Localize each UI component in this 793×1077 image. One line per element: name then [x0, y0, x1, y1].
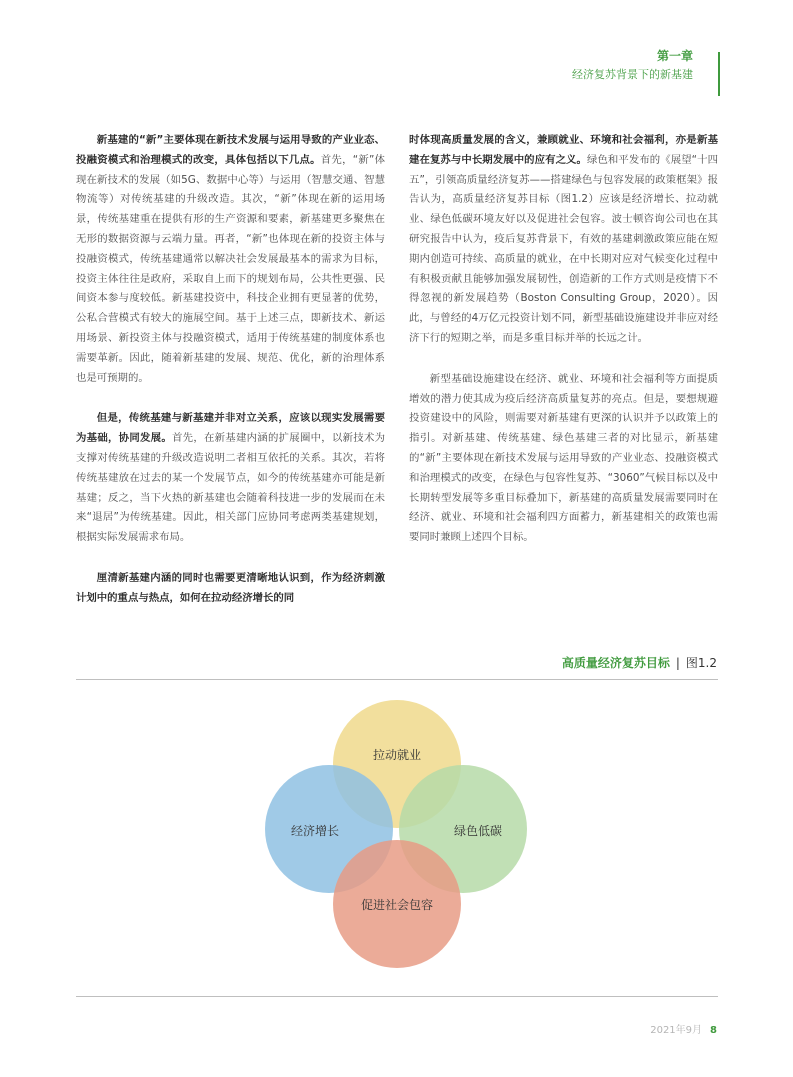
footer-date: 2021年9月	[650, 1025, 703, 1036]
left-paragraph-2	[76, 409, 385, 548]
figure-label: 图1.2	[685, 656, 717, 670]
left-p3-bold: 厘清新基建内涵的同时也需要更清晰地认识到，作为经济刺激计划中的重点与热点，如何在拉动经济增长的同	[76, 571, 385, 604]
left-p1-text: 首先，“新”体现在新技术的发展（如5G、数据中心等）与运用（智慧交通、智慧物流等）对传统基建的升级改造。其次，“新”体现在新的运用场景，传统基建重在提供有形的生产资源和要素，新基建更多聚焦在无形的数据资源与云端力量。再者，“新”也体现在新的投资主体与投融资模式，传统基建通常以解决社会发展最基本的需求为目标，投资主体往往是政府，采取自上而下的规划布局，公共性更强、民间资本参与度较低。新基建投资中，科技企业拥有更显著的优势，公私合营模式有较大的施展空间。基于上述三点，即新技术、新运用场景、新投资主体与投融资模式，适用于传统基建的制度体系也需要革新。因此，随着新基建的发展、规范、优化，新的治理体系也是可预期的。	[76, 153, 386, 384]
right-p1-text: 绿色和平发布的《展望“十四五”，引领高质量经济复苏——搭建绿色与包容发展的政策框架》报告认为，高质量经济复苏目标（图1.2）应该是经济增长、拉动就业、绿色低碳环境友好以及促进社会包容。波士顿咨询公司也在其研究报告中认为，疫后复苏背景下，有效的基建刺激政策应能在短期内创造可持续、高质量的就业，在中长期对应对气候变化过程中有积极贡献且能够加强发展韧性，创造新的工作方式则是疫情下不得忽视的新发展趋势（Boston Consulting Group，2020）。因此，与曾经的4万亿元投资计划不同，新型基础设施建设并非应对经济下行的短期之举，而是多重目标并举的长远之计。	[409, 153, 718, 344]
chapter-subtitle: 经济复苏背景下的新基建	[572, 68, 693, 81]
label-green-low-carbon: 绿色低碳	[453, 824, 503, 838]
left-paragraph-3	[76, 569, 385, 609]
left-p2-bold: 但是，传统基建与新基建并非对立关系，应该以现实发展需要为基础，协同发展。	[76, 412, 385, 445]
venn-diagram	[0, 680, 793, 995]
right-p2-text: 新型基础设施建设在经济、就业、环境和社会福利等方面提质增效的潜力使其成为疫后经济高质量复苏的亮点。但是，要想规避投资建设中的风险，则需要对新基建有更深的认识并予以政策上的指引。对新基建、传统基建、绿色基建三者的对比显示，新基建的“新”主要体现在新技术发展与运用导致的产业业态、投融资模式和治理模式的改变，在绿色与包容性复苏、“3060”气候目标以及中长期转型发展等多重目标叠加下，新基建的高质量发展需要同时在经济、就业、环境和社会福利四方面蓄力，新基建相关的政策也需要同时兼顾上述四个目标。	[409, 372, 718, 544]
left-p1-bold: 新基建的“新”主要体现在新技术发展与运用导致的产业业态、投融资模式和治理模式的改变，具体包括以下几点。	[76, 134, 385, 166]
right-paragraph-2	[409, 370, 718, 548]
right-paragraph-1	[409, 131, 718, 349]
header-accent-bar	[718, 52, 720, 96]
figure-bottom-rule	[76, 996, 718, 997]
left-p2-text: 首先，在新基建内涵的扩展圈中，以新技术为支撑对传统基建的升级改造说明二者相互依托的关系。其次，若将传统基建放在过去的某一个发展节点，如今的传统基建亦可能是新基建；反之，当下火热的新基建也会随着科技进一步的发展而在未来“退居”为传统基建。因此，相关部门应协同考虑两类基建规划，根据实际发展需求布局。	[76, 432, 386, 544]
figure-separator: |	[675, 656, 680, 670]
label-social-inclusion: 促进社会包容	[360, 898, 434, 912]
chapter-header	[572, 48, 693, 83]
left-column	[76, 131, 385, 630]
page-number: 8	[710, 1025, 717, 1036]
left-paragraph-1	[76, 131, 385, 388]
label-economic-growth: 经济增长	[290, 824, 340, 838]
page-footer	[650, 1021, 717, 1036]
right-p1-bold: 时体现高质量发展的含义，兼顾就业、环境和社会福利，亦是新基建在复苏与中长期发展中的应有之义。	[409, 134, 718, 166]
right-column	[409, 131, 718, 569]
figure-caption	[562, 654, 717, 671]
chapter-label: 第一章	[656, 49, 693, 63]
label-employment: 拉动就业	[372, 748, 422, 762]
figure-title: 高质量经济复苏目标	[561, 656, 670, 670]
